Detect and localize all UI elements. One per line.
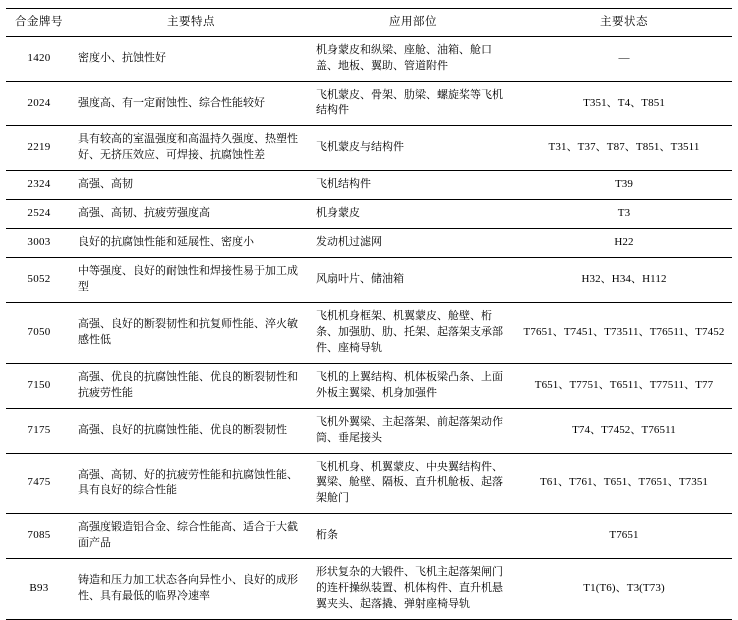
table-row (6, 36, 732, 81)
cell-state: T7651 (516, 514, 732, 559)
column-header-part: 应用部位 (310, 9, 516, 37)
cell-feature: 高强、良好的抗腐蚀性能、优良的断裂韧性 (72, 408, 310, 453)
cell-feature: 高强、高韧 (72, 171, 310, 200)
column-header-grade: 合金牌号 (6, 9, 72, 37)
table-body (6, 36, 732, 619)
cell-feature: 强度高、有一定耐蚀性、综合性能较好 (72, 81, 310, 126)
cell-state: — (516, 36, 732, 81)
table-row (6, 200, 732, 229)
table-row (6, 302, 732, 363)
table-row (6, 126, 732, 171)
cell-grade: 2324 (6, 171, 72, 200)
cell-part: 飞机机身框架、机翼蒙皮、舱壁、桁条、加强肋、肋、托架、起落架支承部件、座椅导轨 (310, 302, 516, 363)
table-row (6, 229, 732, 258)
cell-feature: 具有较高的室温强度和高温持久强度、热塑性好、无挤压效应、可焊接、抗腐蚀性差 (72, 126, 310, 171)
cell-grade: 7085 (6, 514, 72, 559)
table-row (6, 514, 732, 559)
table-row (6, 171, 732, 200)
table-row (6, 408, 732, 453)
cell-part: 机身蒙皮 (310, 200, 516, 229)
cell-state: T61、T761、T651、T7651、T7351 (516, 453, 732, 514)
cell-grade: 2219 (6, 126, 72, 171)
cell-feature: 高强、高韧、好的抗疲劳性能和抗腐蚀性能、具有良好的综合性能 (72, 453, 310, 514)
cell-grade: 5052 (6, 258, 72, 303)
cell-feature: 中等强度、良好的耐蚀性和焊接性易于加工成型 (72, 258, 310, 303)
table-row (6, 559, 732, 620)
table-row (6, 81, 732, 126)
cell-part: 飞机结构件 (310, 171, 516, 200)
cell-part: 风扇叶片、储油箱 (310, 258, 516, 303)
cell-state: T351、T4、T851 (516, 81, 732, 126)
cell-part: 机身蒙皮和纵梁、座舱、油箱、舱口盖、地板、翼助、管道附件 (310, 36, 516, 81)
table-header (6, 9, 732, 37)
cell-grade: 1420 (6, 36, 72, 81)
cell-feature: 密度小、抗蚀性好 (72, 36, 310, 81)
cell-feature: 高强、优良的抗腐蚀性能、优良的断裂韧性和抗疲劳性能 (72, 363, 310, 408)
cell-part: 桁条 (310, 514, 516, 559)
cell-feature: 高强、高韧、抗疲劳强度高 (72, 200, 310, 229)
cell-part: 飞机的上翼结构、机体板梁凸条、上面外板主翼梁、机身加强件 (310, 363, 516, 408)
cell-grade: 3003 (6, 229, 72, 258)
cell-grade: 7475 (6, 453, 72, 514)
alloy-specification-table (6, 8, 732, 620)
cell-state: T3 (516, 200, 732, 229)
cell-state: T1(T6)、T3(T73) (516, 559, 732, 620)
table-row (6, 363, 732, 408)
cell-feature: 高强、良好的断裂韧性和抗复师性能、淬火敏感性低 (72, 302, 310, 363)
column-header-feature: 主要特点 (72, 9, 310, 37)
cell-feature: 铸造和压力加工状态各向异性小、良好的成形性、具有最低的临界冷速率 (72, 559, 310, 620)
cell-feature: 高强度锻造铝合金、综合性能高、适合于大截面产品 (72, 514, 310, 559)
cell-grade: 2524 (6, 200, 72, 229)
cell-grade: 7175 (6, 408, 72, 453)
cell-grade: 7050 (6, 302, 72, 363)
table-row (6, 258, 732, 303)
cell-part: 飞机蒙皮与结构件 (310, 126, 516, 171)
cell-grade: B93 (6, 559, 72, 620)
cell-part: 发动机过滤网 (310, 229, 516, 258)
cell-grade: 7150 (6, 363, 72, 408)
cell-part: 飞机机身、机翼蒙皮、中央翼结构件、翼梁、舱壁、隔板、直升机舱板、起落架舱门 (310, 453, 516, 514)
cell-state: T651、T7751、T6511、T77511、T77 (516, 363, 732, 408)
cell-state: T74、T7452、T76511 (516, 408, 732, 453)
cell-part: 飞机外翼梁、主起落架、前起落架动作筒、垂尾接头 (310, 408, 516, 453)
cell-state: H32、H34、H112 (516, 258, 732, 303)
cell-state: H22 (516, 229, 732, 258)
column-header-state: 主要状态 (516, 9, 732, 37)
cell-grade: 2024 (6, 81, 72, 126)
cell-state: T39 (516, 171, 732, 200)
cell-part: 形状复杂的大锻件、飞机主起落架闸门的连杆操纵装置、机体构件、直升机悬翼夹头、起落撬、弹射座椅导轨 (310, 559, 516, 620)
cell-feature: 良好的抗腐蚀性能和延展性、密度小 (72, 229, 310, 258)
table-header-row (6, 9, 732, 37)
cell-state: T31、T37、T87、T851、T3511 (516, 126, 732, 171)
cell-state: T7651、T7451、T73511、T76511、T7452 (516, 302, 732, 363)
cell-part: 飞机蒙皮、骨架、肋梁、螺旋桨等飞机结构件 (310, 81, 516, 126)
table-row (6, 453, 732, 514)
